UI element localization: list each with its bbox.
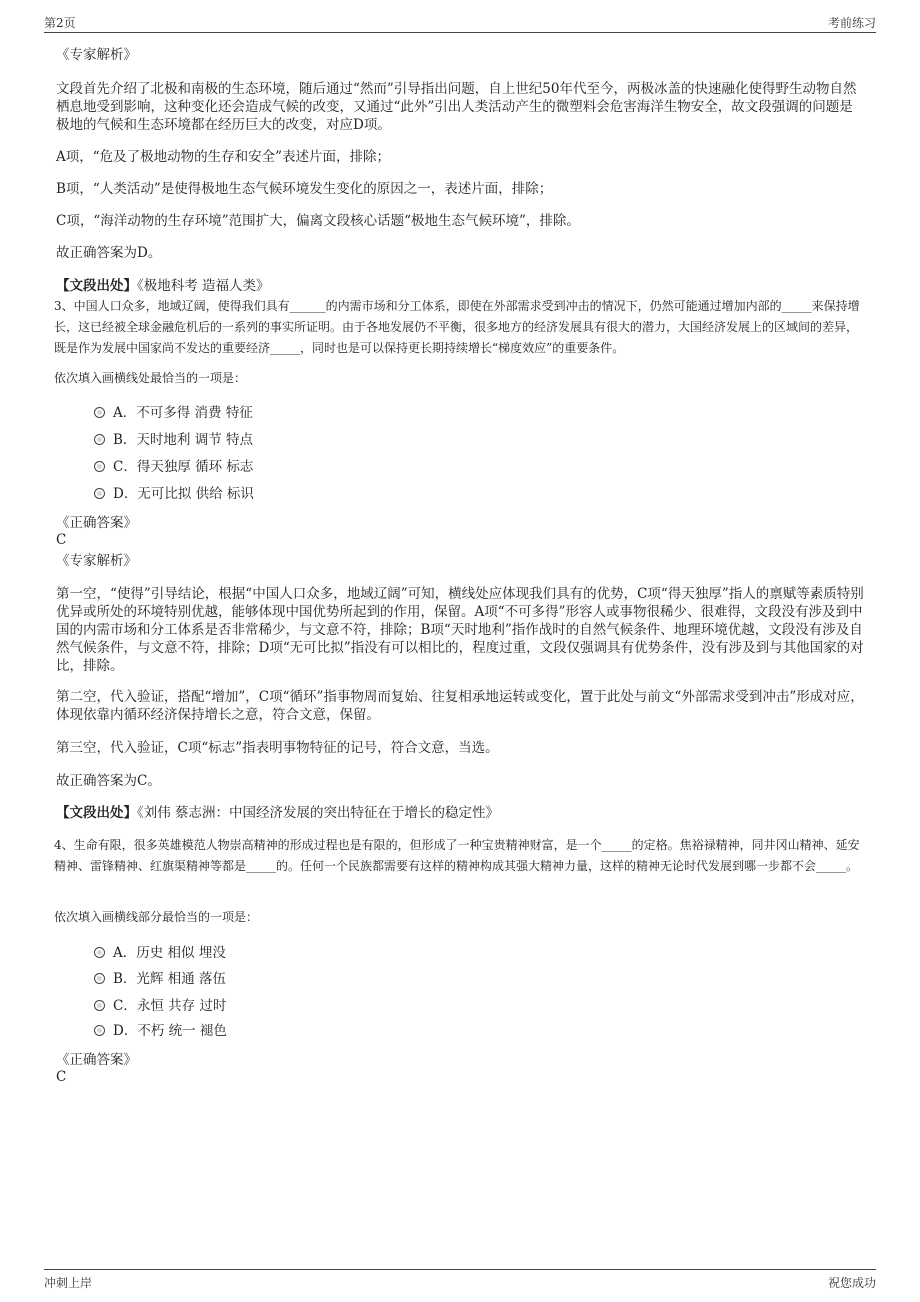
q2-conclusion: 故正确答案为D。 bbox=[56, 245, 162, 261]
page-footer bbox=[44, 1269, 876, 1292]
radio-icon[interactable] bbox=[94, 947, 105, 958]
q3-option-b[interactable] bbox=[94, 431, 253, 449]
q3-source-label: 【文段出处】 bbox=[56, 805, 137, 821]
header-title: 考前练习 bbox=[827, 16, 876, 30]
radio-icon[interactable] bbox=[94, 1025, 105, 1036]
radio-icon[interactable] bbox=[94, 488, 105, 499]
radio-icon[interactable] bbox=[94, 434, 105, 445]
q2-analysis-title: 《专家解析》 bbox=[56, 47, 137, 63]
q3-stem: 3、中国人口众多，地域辽阔，使得我们具有______的内需市场和分工体系，即使在外部需求受到冲击的情况下，仍然可能通过增加内部的_____来保持增长，这已经被全球金融危机后的一系列的事实所证明。由于各地发展仍不平衡，很多地方的经济发展具有很大的潜力，大国经济发展上的区域间的差异，既是作为发展中国家尚不发达的重要经济_____，同时也是可以保持更长期持续增长“梯度效应”的重要条件。 bbox=[54, 299, 860, 355]
q4-option-c-label: C．永恒 共存 过时 bbox=[113, 998, 227, 1014]
q3-option-a[interactable] bbox=[94, 404, 253, 422]
footer-right-text: 祝您成功 bbox=[827, 1276, 876, 1290]
q4-option-b-label: B．光辉 相通 落伍 bbox=[113, 971, 227, 987]
footer-left-text: 冲刺上岸 bbox=[44, 1276, 93, 1290]
q3-option-b-label: B．天时地利 调节 特点 bbox=[113, 432, 254, 448]
q4-option-d-label: D．不朽 统一 褪色 bbox=[113, 1023, 227, 1039]
q2-source bbox=[56, 277, 864, 295]
q4-option-a[interactable] bbox=[94, 944, 226, 962]
radio-icon[interactable] bbox=[94, 461, 105, 472]
q3-analysis-p2: 第二空，代入验证，搭配“增加”，C项“循环”指事物周而复始、往复相承地运转或变化，置于此处与前文“外部需求受到冲击”形成对应，体现依靠内循环经济保持增长之意，符合文意，保留。 bbox=[56, 689, 864, 723]
q3-prompt: 依次填入画横线处最恰当的一项是： bbox=[54, 371, 247, 385]
q2-source-text: 《极地科考 造福人类》 bbox=[137, 278, 270, 294]
q3-answer-title: 《正确答案》 bbox=[56, 515, 137, 531]
q3-option-d[interactable] bbox=[94, 485, 254, 503]
q3-option-a-label: A．不可多得 消费 特征 bbox=[113, 405, 253, 421]
q2-analysis-option-c: C项，“海洋动物的生存环境”范围扩大，偏离文段核心话题“极地生态气候环境”，排除。 bbox=[56, 213, 580, 229]
q4-option-b[interactable] bbox=[94, 970, 226, 988]
q4-option-a-label: A．历史 相似 埋没 bbox=[113, 945, 226, 961]
q2-source-label: 【文段出处】 bbox=[56, 278, 137, 294]
radio-icon[interactable] bbox=[94, 973, 105, 984]
q2-analysis-option-a: A项，“危及了极地动物的生存和安全”表述片面，排除； bbox=[56, 149, 391, 165]
q4-prompt: 依次填入画横线部分最恰当的一项是： bbox=[54, 910, 259, 924]
page-number: 第2页 bbox=[44, 16, 76, 30]
q3-analysis-p1: 第一空，“使得”引导结论，根据“中国人口众多，地域辽阔”可知，横线处应体现我们具有的优势，C项“得天独厚”指人的禀赋等素质特别优异或所处的环境特别优越，能够体现中国优势所起到的作用，保留。A项“不可多得”形容人或事物很稀少、很难得，文段没有涉及到中国的内需市场和分工体系是否非常稀少，与文意不符，排除；B项“天时地利”指作战时的自然气候条件、地理环境优越，文段没有涉及自然气候条件，与文意不符，排除；D项“无可比拟”指没有可以相比的，程度过重，文段仅强调具有优势条件，没有涉及到与其他国家的对比，排除。 bbox=[56, 586, 864, 674]
q3-source bbox=[56, 804, 864, 822]
q3-option-c[interactable] bbox=[94, 458, 253, 476]
q2-analysis-option-b: B项，“人类活动”是使得极地生态气候环境发生变化的原因之一，表述片面，排除； bbox=[56, 181, 553, 197]
q3-option-d-label: D．无可比拟 供给 标识 bbox=[113, 486, 254, 502]
radio-icon[interactable] bbox=[94, 1000, 105, 1011]
q4-answer-title: 《正确答案》 bbox=[56, 1052, 137, 1068]
q3-option-c-label: C．得天独厚 循环 标志 bbox=[113, 459, 254, 475]
q4-stem: 4、生命有限，很多英雄模范人物崇高精神的形成过程也是有限的，但形成了一种宝贵精神财富，是一个_____的定格。焦裕禄精神，同井冈山精神、延安精神、雷锋精神、红旗渠精神等都是_____的。任何一个民族都需要有这样的精神构成其强大精神力量，这样的精神无论时代发展到哪一步都不会_____。 bbox=[54, 838, 860, 873]
q3-analysis-p3: 第三空，代入验证，C项“标志”指表明事物特征的记号，符合文意，当选。 bbox=[56, 740, 499, 756]
q4-answer: C bbox=[56, 1069, 67, 1085]
q3-conclusion: 故正确答案为C。 bbox=[56, 773, 161, 789]
q3-analysis-title: 《专家解析》 bbox=[56, 553, 137, 569]
q4-option-d[interactable] bbox=[94, 1022, 227, 1040]
radio-icon[interactable] bbox=[94, 407, 105, 418]
page-header bbox=[44, 12, 876, 33]
q4-option-c[interactable] bbox=[94, 997, 226, 1015]
q3-answer: C bbox=[56, 532, 67, 548]
q2-analysis-p1: 文段首先介绍了北极和南极的生态环境，随后通过“然而”引导指出问题，自上世纪50年代至今，两极冰盖的快速融化使得野生动物自然栖息地受到影响，这种变化还会造成气候的改变，又通过“此外”引出人类活动产生的微塑料会危害海洋生物安全，故文段强调的问题是极地的气候和生态环境都在经历巨大的改变，对应D项。 bbox=[56, 81, 857, 133]
q3-source-text: 《刘伟 蔡志洲：中国经济发展的突出特征在于增长的稳定性》 bbox=[137, 805, 500, 821]
